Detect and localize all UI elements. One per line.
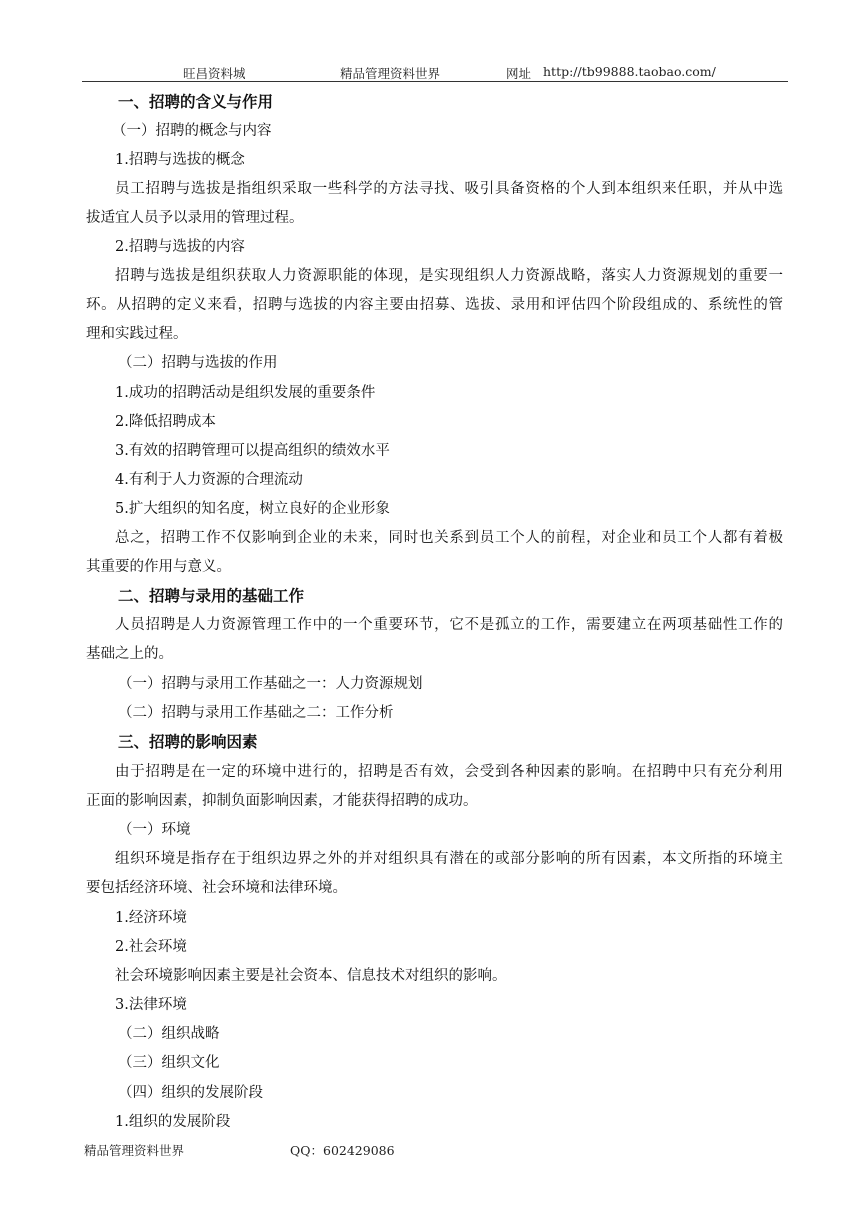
paragraph-line: 由于招聘是在一定的环境中进行的，招聘是否有效，会受到各种因素的影响。在招聘中只有充分利用 bbox=[115, 764, 784, 780]
paragraph-line: （二）组织战略 bbox=[118, 1026, 220, 1042]
section-heading: 二、招聘与录用的基础工作 bbox=[118, 587, 305, 605]
paragraph-line: 人员招聘是人力资源管理工作中的一个重要环节，它不是孤立的工作，需要建立在两项基础性工作的 bbox=[115, 617, 784, 633]
paragraph-line: 正面的影响因素，抑制负面影响因素，才能获得招聘的成功。 bbox=[86, 793, 478, 809]
section-heading: 三、招聘的影响因素 bbox=[118, 733, 258, 751]
paragraph-line: （二）招聘与选拔的作用 bbox=[118, 355, 278, 371]
paragraph-line: 招聘与选拔是组织获取人力资源职能的体现，是实现组织人力资源战略，落实人力资源规划的重要一 bbox=[115, 268, 784, 284]
paragraph-line: （一）招聘的概念与内容 bbox=[112, 123, 272, 139]
paragraph-line: 社会环境影响因素主要是社会资本、信息技术对组织的影响。 bbox=[115, 968, 507, 984]
header-site-url[interactable]: http://tb99888.taobao.com/ bbox=[543, 64, 716, 79]
paragraph-line: 总之，招聘工作不仅影响到企业的未来，同时也关系到员工个人的前程，对企业和员工个人都有着极 bbox=[115, 530, 784, 546]
paragraph-line: （三）组织文化 bbox=[118, 1055, 220, 1071]
paragraph-line: 环。从招聘的定义来看，招聘与选拔的内容主要由招募、选拔、录用和评估四个阶段组成的、系统性的管 bbox=[86, 297, 784, 313]
footer-qq: QQ：602429086 bbox=[290, 1143, 395, 1158]
paragraph-line: 1.经济环境 bbox=[115, 910, 187, 926]
paragraph-line: 3.法律环境 bbox=[115, 997, 187, 1013]
paragraph-line: 理和实践过程。 bbox=[86, 326, 188, 342]
paragraph-line: （二）招聘与录用工作基础之二：工作分析 bbox=[118, 705, 394, 721]
paragraph-line: （四）组织的发展阶段 bbox=[118, 1085, 263, 1101]
paragraph-line: 2.招聘与选拔的内容 bbox=[115, 239, 245, 255]
paragraph-line: 员工招聘与选拔是指组织采取一些科学的方法寻找、吸引具备资格的个人到本组织来任职，并从中选 bbox=[115, 181, 784, 197]
paragraph-line: 2.降低招聘成本 bbox=[115, 414, 216, 430]
paragraph-line: 1.成功的招聘活动是组织发展的重要条件 bbox=[115, 385, 376, 401]
paragraph-line: 拔适宜人员予以录用的管理过程。 bbox=[86, 210, 304, 226]
paragraph-line: 4.有利于人力资源的合理流动 bbox=[115, 472, 303, 488]
paragraph-line: 1.招聘与选拔的概念 bbox=[115, 152, 245, 168]
paragraph-line: 组织环境是指存在于组织边界之外的并对组织具有潜在的或部分影响的所有因素，本文所指的环境主 bbox=[115, 851, 784, 867]
paragraph-line: 5.扩大组织的知名度，树立良好的企业形象 bbox=[115, 501, 390, 517]
header-site-label: 网址 bbox=[506, 66, 532, 81]
paragraph-line: （一）招聘与录用工作基础之一：人力资源规划 bbox=[118, 676, 423, 692]
header-shop: 旺昌资料城 bbox=[183, 66, 246, 81]
paragraph-line: 要包括经济环境、社会环境和法律环境。 bbox=[86, 880, 347, 896]
paragraph-line: 其重要的作用与意义。 bbox=[86, 559, 231, 575]
paragraph-line: 1.组织的发展阶段 bbox=[115, 1114, 231, 1130]
paragraph-line: 3.有效的招聘管理可以提高组织的绩效水平 bbox=[115, 443, 390, 459]
paragraph-line: 基础之上的。 bbox=[86, 646, 173, 662]
footer-brand: 精品管理资料世界 bbox=[84, 1143, 185, 1158]
paragraph-line: 2.社会环境 bbox=[115, 939, 187, 955]
paragraph-line: （一）环境 bbox=[118, 822, 191, 838]
header-rule bbox=[82, 81, 788, 82]
header-brand: 精品管理资料世界 bbox=[340, 66, 441, 81]
section-heading: 一、招聘的含义与作用 bbox=[118, 93, 274, 111]
